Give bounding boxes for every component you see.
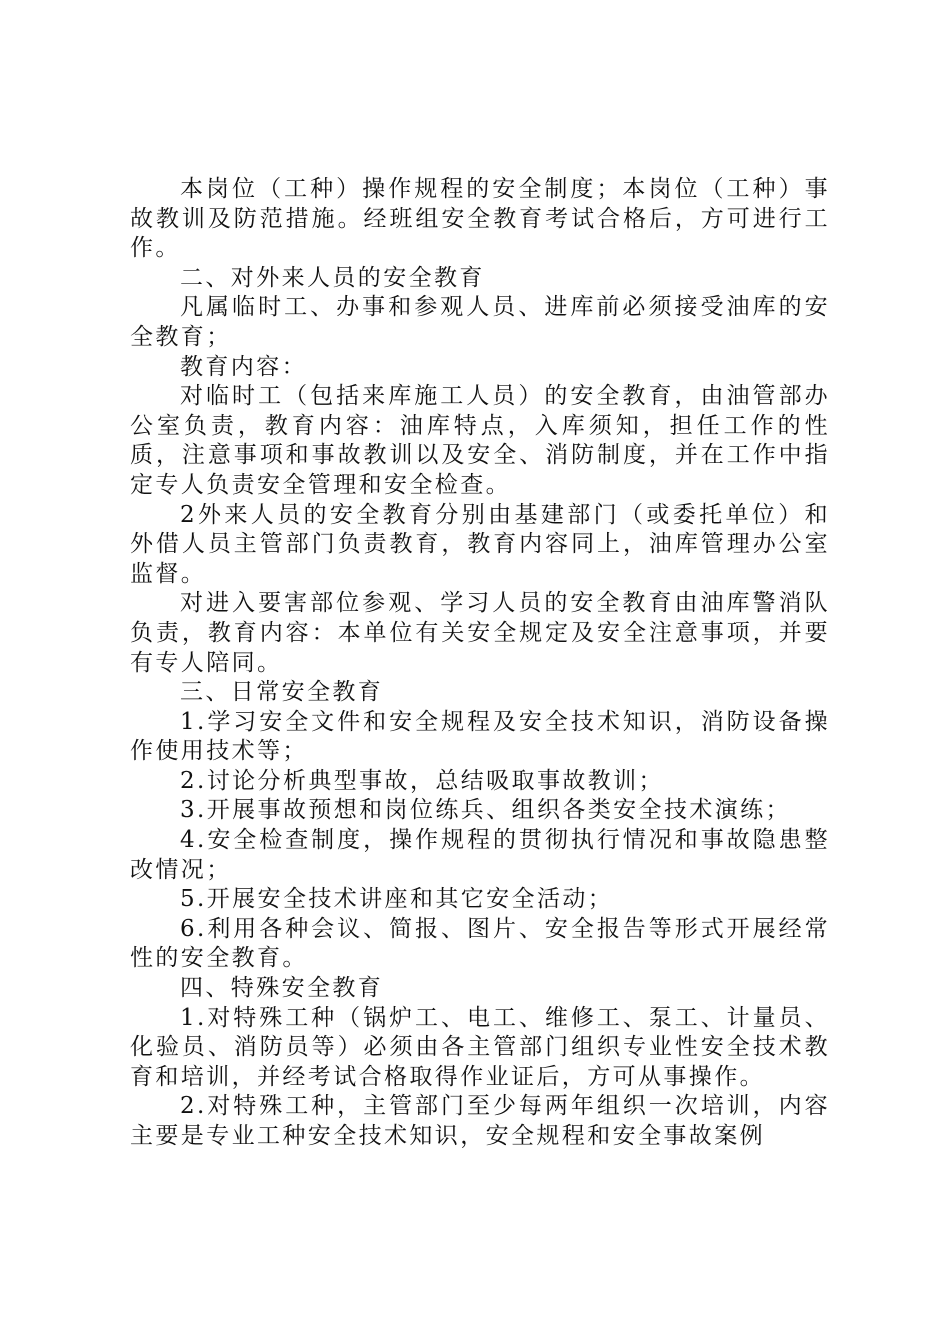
list-item: 4.安全检查制度，操作规程的贯彻执行情况和事故隐患整改情况； xyxy=(130,827,830,883)
list-item: 1.学习安全文件和安全规程及安全技术知识，消防设备操作使用技术等； xyxy=(130,708,830,765)
paragraph: 本岗位（工种）操作规程的安全制度；本岗位（工种）事故教训及防范措施。经班组安全教育考试合格后，方可进行工作。 xyxy=(130,176,830,262)
paragraph: 对临时工（包括来库施工人员）的安全教育，由油管部办公室负责，教育内容：油库特点，入库须知，担任工作的性质，注意事项和事故教训以及安全、消防制度，并在工作中指定专人负责安全管理和安全检查。 xyxy=(130,383,830,498)
list-item: 1.对特殊工种（锅炉工、电工、维修工、泵工、计量员、化验员、消防员等）必须由各主管部门组织专业性安全技术教育和培训，并经考试合格取得作业证后，方可从事操作。 xyxy=(130,1004,830,1090)
section-heading: 二、对外来人员的安全教育 xyxy=(180,264,485,291)
list-item: 2.对特殊工种，主管部门至少每两年组织一次培训，内容主要是专业工种安全技术知识，安全规程和安全事故案例 xyxy=(130,1093,830,1149)
paragraph: 对进入要害部位参观、学习人员的安全教育由油库警消队负责，教育内容：本单位有关安全规定及安全注意事项，并要有专人陪同。 xyxy=(130,590,830,676)
section-heading: 四、特殊安全教育 xyxy=(180,975,384,1002)
document-body xyxy=(130,175,830,1152)
list-item: 3.开展事故预想和岗位练兵、组织各类安全技术演练； xyxy=(180,797,791,824)
paragraph: 2外来人员的安全教育分别由基建部门（或委托单位）和外借人员主管部门负责教育，教育内容同上，油库管理办公室监督。 xyxy=(130,501,830,587)
paragraph: 教育内容： xyxy=(180,353,307,380)
list-item: 6.利用各种会议、简报、图片、安全报告等形式开展经常性的安全教育。 xyxy=(130,915,830,972)
section-heading: 三、日常安全教育 xyxy=(180,679,384,706)
list-item: 2.讨论分析典型事故，总结吸取事故教训； xyxy=(180,767,664,794)
paragraph: 凡属临时工、办事和参观人员、进库前必须接受油库的安全教育； xyxy=(130,294,830,350)
list-item: 5.开展安全技术讲座和其它安全活动； xyxy=(180,886,614,913)
